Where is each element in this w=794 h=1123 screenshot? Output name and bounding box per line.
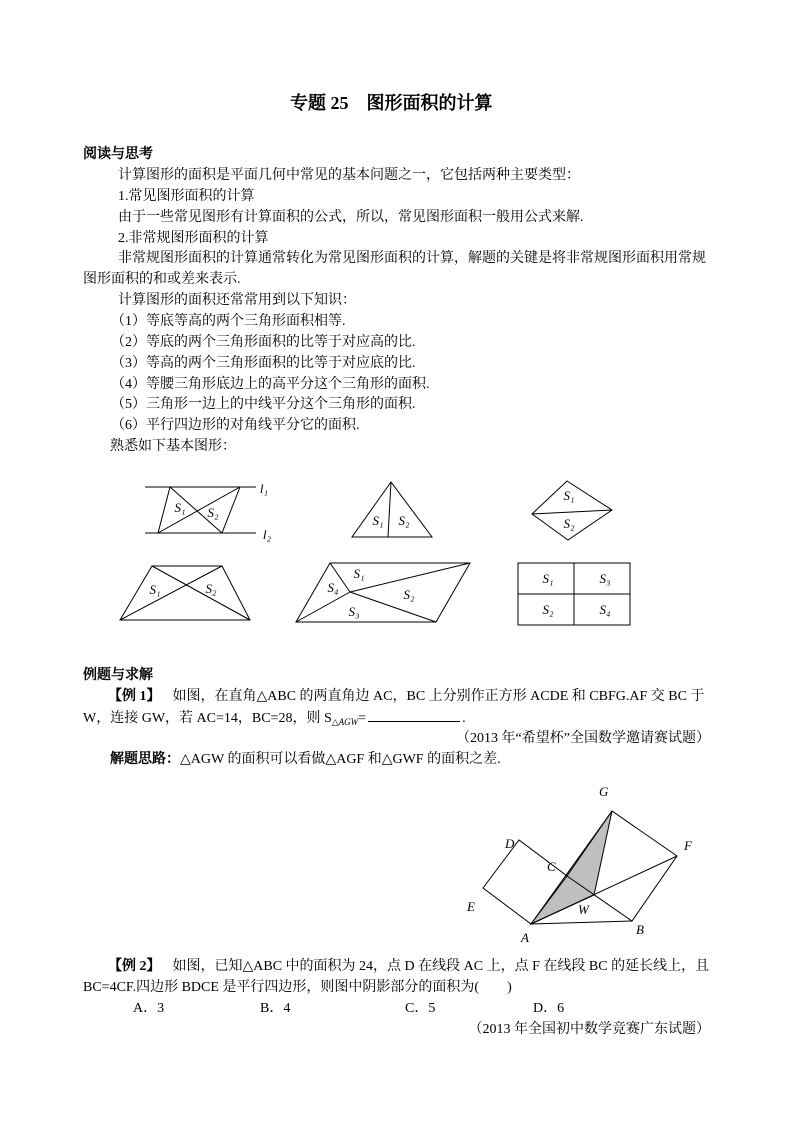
knowledge-item: （6）平行四边形的对角线平分它的面积. xyxy=(111,418,360,433)
segment xyxy=(350,592,436,622)
example1-source: （2013 年“希望杯”全国数学邀请赛试题） xyxy=(456,731,710,746)
example1-tag: 【例 1】 xyxy=(108,689,161,704)
triangle xyxy=(352,482,432,537)
example1-text: 如图，在直角△ABC 的两直角边 AC，BC 上分别作正方形 ACDE 和 CBFG.AF 交 BC 于 xyxy=(172,689,705,704)
type1-title: 1.常见图形面积的计算 xyxy=(118,189,255,204)
type2-title: 2.非常规图形面积的计算 xyxy=(118,231,269,246)
examples-heading: 例题与求解 xyxy=(83,668,153,683)
example2-line: BC=4CF.四边形 BDCE 是平行四边形，则图中阴影部分的面积为( ) xyxy=(83,980,512,995)
area-label: S₃ xyxy=(599,571,611,586)
example1-line xyxy=(83,708,466,728)
area-label: S₁ xyxy=(563,488,575,503)
knowledge-item: （1）等底等高的两个三角形面积相等. xyxy=(111,314,346,329)
segment xyxy=(222,487,240,533)
trapezoid xyxy=(120,566,250,620)
figure-triangle-cevian xyxy=(352,482,432,537)
sentence-end: . xyxy=(462,711,466,726)
line-label: l₁ xyxy=(259,481,269,496)
area-subscript: △AGW xyxy=(331,717,359,727)
point-label: G xyxy=(599,784,609,799)
example1-line xyxy=(108,687,704,707)
option-c: C．5 xyxy=(405,1001,436,1016)
example2-text: 如图，已知△ABC 中的面积为 24，点 D 在线段 AC 上，点 F 在线段 BC 的延长线上，且 xyxy=(172,959,710,974)
area-label: S₂ xyxy=(542,602,554,617)
area-label: S₁ xyxy=(542,571,554,586)
point-label: E xyxy=(467,899,475,914)
area-label: S₂ xyxy=(403,587,415,602)
knowledge-intro: 计算图形的面积还常常用到以下知识： xyxy=(118,293,356,308)
example2-source: （2013 年全国初中数学竞赛广东试题） xyxy=(468,1022,710,1037)
area-label: S₂ xyxy=(398,513,410,528)
figure-trapezoid xyxy=(120,566,250,620)
area-label: S₂ xyxy=(207,505,219,520)
type2-text-line: 非常规图形面积的计算通常转化为常见图形面积的计算，解题的关键是将非常规图形面积用常规 xyxy=(118,251,706,266)
point-label: C xyxy=(547,859,556,874)
knowledge-item: （5）三角形一边上的中线平分这个三角形的面积. xyxy=(111,397,416,412)
area-label: S₂ xyxy=(563,516,575,531)
point-label: D xyxy=(505,836,515,851)
parallelogram xyxy=(296,563,470,622)
figure-kite xyxy=(532,481,612,540)
segment-ab xyxy=(531,921,632,924)
cevian xyxy=(388,482,391,537)
type1-text: 由于一些常见图形有计算面积的公式，所以，常见图形面积一般用公式来解. xyxy=(118,210,584,225)
example2-line xyxy=(108,957,709,977)
reading-heading: 阅读与思考 xyxy=(83,147,153,162)
example1-text: W，连接 GW，若 AC=14，BC=28，则 S xyxy=(83,711,332,726)
area-label: S₁ xyxy=(372,513,384,528)
point-label: B xyxy=(636,922,644,937)
hint-text: △AGW 的面积可以看做△AGF 和△GWF 的面积之差. xyxy=(180,752,501,767)
area-label: S₃ xyxy=(348,604,360,619)
option-b: B．4 xyxy=(260,1001,291,1016)
knowledge-item: （3）等高的两个三角形面积的比等于对应底的比. xyxy=(111,356,416,371)
figure-parallelogram-point xyxy=(296,563,470,622)
figures-intro: 熟悉如下基本图形： xyxy=(110,439,236,454)
point-label: W xyxy=(578,902,589,917)
example1-hint xyxy=(110,750,501,770)
option-d: D．6 xyxy=(533,1001,565,1016)
reading-intro: 计算图形的面积是平面几何中常见的基本问题之一，它包括两种主要类型： xyxy=(118,168,580,183)
knowledge-item: （4）等腰三角形底边上的高平分这个三角形的面积. xyxy=(111,377,430,392)
area-label: S₂ xyxy=(205,581,217,596)
figure-parallel-lines xyxy=(145,481,272,542)
example1-figure xyxy=(0,775,794,950)
knowledge-item: （2）等底的两个三角形面积的比等于对应高的比. xyxy=(111,335,416,350)
diagonal xyxy=(158,487,240,533)
point-label: F xyxy=(684,838,692,853)
area-label: S₄ xyxy=(599,602,611,617)
type2-text-line: 图形面积的和或差来表示. xyxy=(83,272,241,287)
equals-sign: = xyxy=(358,711,367,726)
option-a: A．3 xyxy=(133,1001,165,1016)
area-label: S₄ xyxy=(327,580,339,595)
diagonal xyxy=(532,510,612,514)
point-label: A xyxy=(521,930,529,945)
segment xyxy=(158,487,170,533)
hint-label: 解题思路： xyxy=(110,752,180,767)
example2-tag: 【例 2】 xyxy=(108,959,161,974)
figure-rectangle-grid xyxy=(518,563,630,625)
answer-blank xyxy=(368,708,460,722)
line-label: l₂ xyxy=(262,527,272,542)
diagonal xyxy=(152,566,250,620)
area-label: S₁ xyxy=(149,582,161,597)
area-label: S₁ xyxy=(353,566,365,581)
area-label: S₁ xyxy=(174,500,186,515)
page-title: 专题 25 图形面积的计算 xyxy=(290,93,493,113)
basic-figures xyxy=(0,460,794,640)
